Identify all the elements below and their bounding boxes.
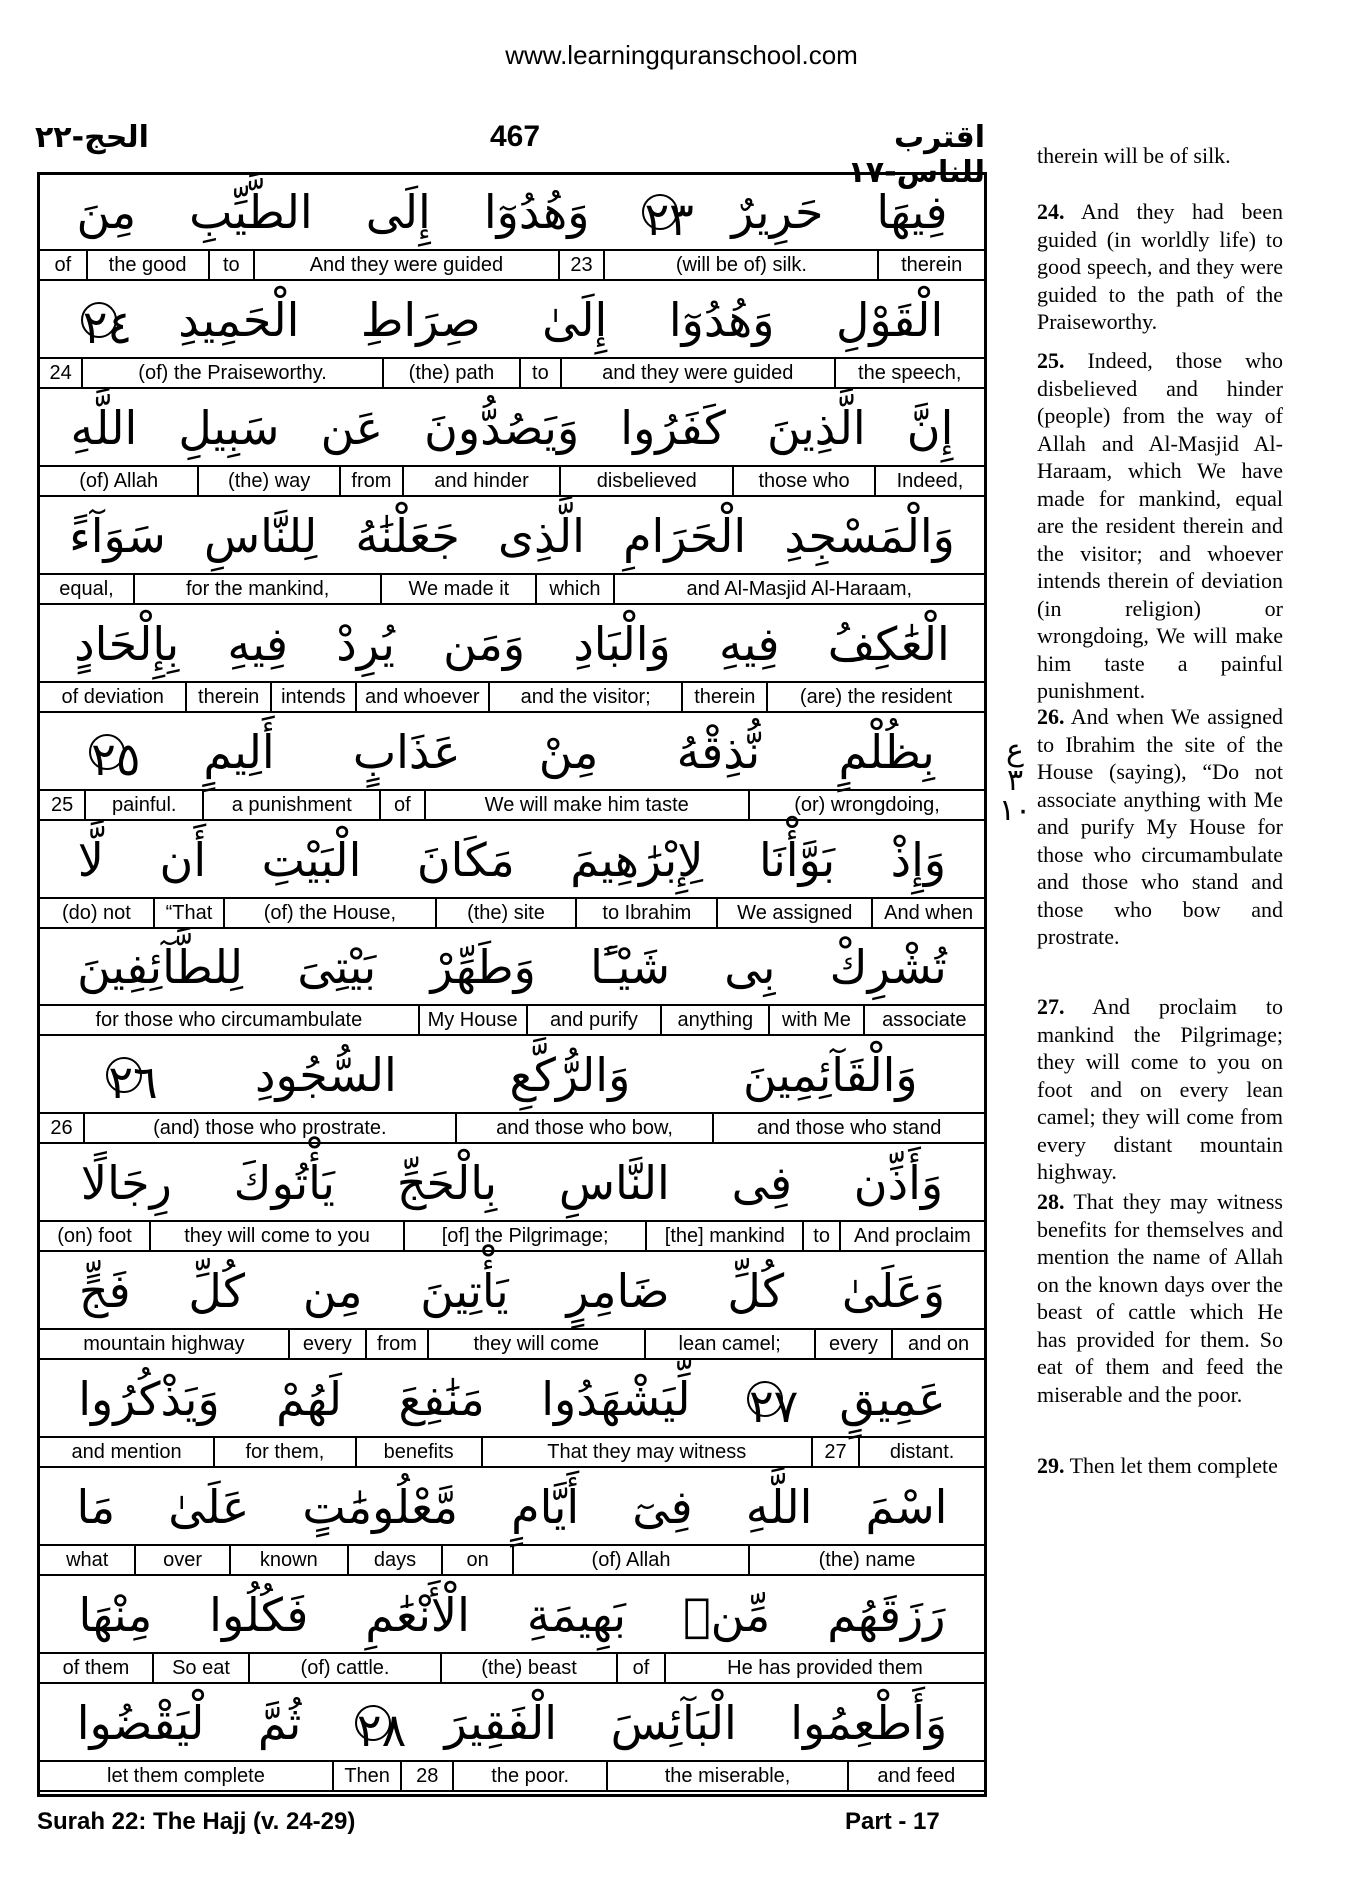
page-number: 467: [490, 120, 541, 153]
gloss-cell: days: [347, 1546, 441, 1574]
arabic-word: لِلطَّآئِفِينَ: [77, 940, 244, 995]
translation-text: therein will be of silk.: [1037, 143, 1231, 168]
english-gloss-line: [40, 1222, 984, 1252]
gloss-cell: what: [66, 1549, 109, 1572]
gloss-cell: let them complete: [107, 1764, 265, 1787]
gloss-cell: of: [379, 791, 423, 819]
gloss-cell: So eat: [152, 1654, 248, 1682]
arabic-word: الْحَمِيدِ: [178, 292, 300, 347]
gloss-cell: known: [229, 1546, 347, 1574]
gloss-cell: for the mankind,: [133, 575, 381, 603]
arabic-word: وَأَذِّن: [853, 1156, 944, 1211]
arabic-line: [40, 1038, 984, 1114]
arabic-line: [40, 175, 984, 251]
arabic-word: وَيَصُدُّونَ: [424, 400, 580, 455]
arabic-line: [40, 1686, 984, 1762]
arabic-word: ضَامِرٍ: [566, 1264, 670, 1319]
translation-paragraph: [1037, 703, 1283, 951]
arabic-word: مِّنۢ: [682, 1588, 771, 1643]
gloss-cell: mountain highway: [83, 1333, 245, 1356]
gloss-cell: which: [535, 575, 612, 603]
arabic-word: يُرِدْ: [336, 616, 395, 671]
translation-text-wrap: [1037, 347, 1283, 705]
arabic-word: فِيهِ: [227, 616, 288, 671]
arabic-word: الطَّيِّبِ: [189, 184, 313, 239]
arabic-word: بِالْحَجِّ: [396, 1156, 498, 1211]
english-gloss-line: [40, 1330, 984, 1360]
verse-number-mark: ٢٥: [91, 731, 141, 786]
gloss-cell: intends: [270, 683, 355, 711]
verse-row: [40, 1578, 984, 1686]
arabic-word: عَلَىٰ: [168, 1480, 250, 1535]
arabic-word: السُّجُودِ: [255, 1048, 397, 1103]
gloss-cell: That they may witness: [481, 1438, 811, 1466]
ruku-mark: ع ٣ ١٠: [998, 733, 1032, 828]
arabic-word: وَإِذْ: [890, 832, 947, 887]
arabic-line: [40, 1578, 984, 1654]
gloss-cell: therein: [681, 683, 766, 711]
arabic-word: بِظُلْمٍ: [838, 724, 935, 779]
gloss-cell: (the) name: [748, 1546, 984, 1574]
arabic-word: مِن: [302, 1264, 363, 1319]
arabic-word: يَأْتُوكَ: [233, 1156, 335, 1211]
arabic-word: شَيْـًٔا: [590, 940, 671, 995]
gloss-cell: from: [365, 1330, 427, 1358]
gloss-cell: and the visitor;: [488, 683, 682, 711]
gloss-cell: the speech,: [834, 359, 984, 387]
gloss-cell: and feed: [847, 1762, 984, 1790]
gloss-cell: (are) the resident: [766, 683, 984, 711]
gloss-cell: of: [54, 253, 72, 276]
gloss-cell: lean camel;: [644, 1330, 814, 1358]
arabic-line: [40, 391, 984, 467]
gloss-cell: every: [288, 1330, 365, 1358]
gloss-cell: We assigned: [716, 899, 871, 927]
gloss-cell: “That: [153, 899, 223, 927]
gloss-cell: a punishment: [202, 791, 379, 819]
arabic-word: الْبَيْتِ: [261, 832, 362, 887]
arabic-word: لِإِبْرَٰهِيمَ: [570, 832, 704, 887]
english-gloss-line: [40, 1654, 984, 1684]
verse-row: [40, 823, 984, 931]
gloss-cell: [of] the Pilgrimage;: [403, 1222, 645, 1250]
gloss-cell: of deviation: [61, 685, 164, 708]
gloss-cell: and on: [891, 1330, 984, 1358]
arabic-line: [40, 1362, 984, 1438]
arabic-word: وَالْبَادِ: [573, 616, 671, 671]
arabic-word: الْقَوْلِ: [835, 292, 944, 347]
gloss-cell: the miserable,: [606, 1762, 846, 1790]
translation-text-wrap: [1037, 703, 1283, 951]
translation-paragraph: [1037, 1188, 1283, 1408]
gloss-cell: to: [519, 359, 560, 387]
arabic-word: وَالرُّكَّعِ: [509, 1048, 631, 1103]
gloss-cell: associate: [863, 1006, 984, 1034]
translation-text: And proclaim to mankind the Pilgrimage; they will come to you on foot and on every lean camel; they will come from every distant mountain highway.: [1037, 994, 1283, 1184]
arabic-word: نُّذِقْهُ: [676, 724, 761, 779]
gloss-cell: those who: [732, 467, 874, 495]
gloss-cell: (the) site: [435, 899, 576, 927]
translation-text: And when We assigned to Ibrahim the site of the House (saying), “Do not associate anything with Me and purify My House for those who circumambulate and those who stand and those who bow and prostrate.: [1037, 704, 1283, 949]
arabic-word: لِلنَّاسِ: [203, 508, 318, 563]
arabic-word: سَوَآءً: [69, 508, 166, 563]
english-gloss-line: [40, 251, 984, 281]
verse-number: 26.: [1037, 704, 1065, 729]
verse-number: 28.: [1037, 1189, 1065, 1214]
arabic-word: لَّا: [77, 832, 104, 887]
arabic-line: [40, 823, 984, 899]
arabic-word: بَهِيمَةِ: [526, 1588, 627, 1643]
arabic-word: مِنْهَا: [78, 1588, 153, 1643]
arabic-word: النَّاسِ: [558, 1156, 670, 1211]
gloss-cell: 24: [49, 361, 72, 384]
gloss-cell: to Ibrahim: [575, 899, 716, 927]
gloss-cell: 26: [50, 1117, 73, 1140]
arabic-word: لَهُمْ: [276, 1372, 342, 1427]
gloss-cell: And when: [871, 899, 984, 927]
arabic-word: بِى: [724, 940, 776, 995]
gloss-cell: for those who circumambulate: [95, 1009, 363, 1032]
translation-text: And they had been guided (in worldly life) to good speech, and they were guided to the path of the Praiseworthy.: [1037, 199, 1283, 334]
verse-row: [40, 1470, 984, 1578]
arabic-word: كَفَرُوا: [620, 400, 726, 455]
english-gloss-line: [40, 791, 984, 821]
arabic-word: مَنَٰفِعَ: [398, 1372, 485, 1427]
arabic-word: الْأَنْعَٰمِ: [365, 1588, 470, 1643]
gloss-cell: they will come to you: [149, 1222, 403, 1250]
arabic-word: الَّذِى: [497, 508, 585, 563]
translation-text: Then let them complete: [1069, 1453, 1278, 1478]
gloss-cell: of: [616, 1654, 664, 1682]
translation-paragraph: [1037, 198, 1283, 336]
gloss-cell: Then: [332, 1762, 401, 1790]
gloss-cell: of them: [62, 1657, 130, 1680]
arabic-word: إِلَى: [365, 184, 431, 239]
arabic-word: جَعَلْنَٰهُ: [355, 508, 460, 563]
arabic-word: بَيْتِىَ: [297, 940, 377, 995]
arabic-word: صِرَاطِ: [360, 292, 481, 347]
arabic-word: يَأْتِينَ: [420, 1264, 509, 1319]
arabic-word: مِنْ: [538, 724, 599, 779]
arabic-word: فَكُلُوا: [209, 1588, 309, 1643]
gloss-cell: We made it: [380, 575, 535, 603]
translation-text: Indeed, those who disbelieved and hinder (people) from the way of Allah and Al-Masjid Al-Haraam, which We have made for mankind, equal are the resident therein and the visitor; and whoever intends therein of deviation (in religion) or wrongdoing, We will make him taste a painful punishment.: [1037, 348, 1283, 703]
english-gloss-line: [40, 467, 984, 497]
arabic-line: [40, 1470, 984, 1546]
verse-row: [40, 1362, 984, 1470]
verse-row: [40, 607, 984, 715]
gloss-cell: anything: [660, 1006, 768, 1034]
gloss-cell: every: [814, 1330, 891, 1358]
gloss-cell: And proclaim: [839, 1222, 984, 1250]
gloss-cell: to: [802, 1222, 838, 1250]
arabic-word: لِّيَشْهَدُوا: [541, 1372, 691, 1427]
translation-paragraph: [1037, 1452, 1283, 1480]
translation-text-wrap: [1037, 198, 1283, 336]
gloss-cell: and mention: [71, 1441, 182, 1464]
arabic-word: الَّذِينَ: [766, 400, 866, 455]
word-by-word-grid: [37, 172, 987, 1797]
gloss-cell: (of) cattle.: [248, 1654, 440, 1682]
verse-row: [40, 499, 984, 607]
verse-number: 29.: [1037, 1453, 1065, 1478]
arabic-word: وَهُدُوٓا: [668, 292, 775, 347]
english-gloss-line: [40, 683, 984, 713]
english-gloss-line: [40, 1114, 984, 1144]
verse-row: [40, 1254, 984, 1362]
gloss-cell: (do) not: [61, 901, 131, 924]
arabic-word: الْعَٰكِفُ: [827, 616, 950, 671]
gloss-cell: (and) those who prostrate.: [83, 1114, 455, 1142]
arabic-line: [40, 931, 984, 1007]
arabic-word: إِلَىٰ: [542, 292, 608, 347]
gloss-cell: He has provided them: [664, 1654, 984, 1682]
verse-row: [40, 931, 984, 1039]
gloss-cell: (of) the House,: [223, 899, 434, 927]
gloss-cell: equal,: [59, 577, 114, 600]
english-gloss-line: [40, 899, 984, 929]
gloss-cell: benefits: [355, 1438, 481, 1466]
arabic-word: أَن: [159, 832, 207, 887]
arabic-word: مَا: [76, 1480, 116, 1535]
verse-number-mark: ٢٤: [82, 299, 133, 354]
gloss-cell: and they were guided: [560, 359, 834, 387]
gloss-cell: 23: [558, 251, 604, 279]
gloss-cell: and those who stand: [712, 1114, 984, 1142]
gloss-cell: (or) wrongdoing,: [748, 791, 984, 819]
arabic-word: كُلِّ: [188, 1264, 246, 1319]
arabic-word: اللَّهِ: [70, 400, 138, 455]
arabic-word: إِنَّ: [906, 400, 954, 455]
arabic-word: وَالْمَسْجِدِ: [784, 508, 955, 563]
arabic-line: [40, 499, 984, 575]
gloss-cell: Indeed,: [874, 467, 984, 495]
arabic-word: اللَّهِ: [745, 1480, 813, 1535]
arabic-line: [40, 1254, 984, 1330]
translation-paragraph: [1037, 347, 1283, 705]
gloss-cell: My House: [418, 1006, 526, 1034]
translation-text-wrap: [1037, 1452, 1283, 1480]
gloss-cell: painful.: [84, 791, 202, 819]
verse-number-mark: ٢٧: [748, 1379, 799, 1434]
arabic-word: عَن: [320, 400, 384, 455]
arabic-word: مَّعْلُومَٰتٍ: [302, 1480, 459, 1535]
gloss-cell: (of) the Praiseworthy.: [81, 359, 382, 387]
gloss-cell: the poor.: [452, 1762, 606, 1790]
arabic-word: رَزَقَهُم: [827, 1588, 946, 1643]
gloss-cell: disbelieved: [559, 467, 732, 495]
verse-row: [40, 175, 984, 283]
gloss-cell: (the) path: [382, 359, 519, 387]
arabic-word: عَمِيقٍ: [839, 1372, 946, 1427]
arabic-line: [40, 715, 984, 791]
arabic-word: الْفَقِيرَ: [444, 1696, 558, 1751]
arabic-word: وَطَهِّرْ: [430, 940, 536, 995]
arabic-word: ثُمَّ: [257, 1696, 302, 1751]
arabic-line: [40, 1146, 984, 1222]
verse-row: [40, 391, 984, 499]
english-gloss-line: [40, 1546, 984, 1576]
arabic-word: وَيَذْكُرُوا: [78, 1372, 220, 1427]
gloss-cell: and hinder: [402, 467, 559, 495]
verse-number: 25.: [1037, 348, 1065, 373]
gloss-cell: (will be of) silk.: [603, 251, 877, 279]
arabic-word: فِيهِ: [718, 616, 780, 671]
gloss-cell: [the] mankind: [645, 1222, 802, 1250]
gloss-cell: 27: [811, 1438, 858, 1466]
juz-header: اقترب للناس-١٧: [847, 120, 985, 190]
arabic-word: فِيهَا: [876, 184, 948, 239]
arabic-word: وَمَن: [443, 616, 526, 671]
english-gloss-line: [40, 1438, 984, 1468]
verse-row: [40, 715, 984, 823]
arabic-word: وَهُدُوٓا: [483, 184, 590, 239]
arabic-word: وَالْقَآئِمِينَ: [743, 1048, 918, 1103]
gloss-cell: and whoever: [355, 683, 488, 711]
arabic-word: كُلِّ: [727, 1264, 785, 1319]
arabic-word: الْحَرَامِ: [623, 508, 747, 563]
english-gloss-line: [40, 575, 984, 605]
surah-header: الحج-٢٢: [35, 120, 149, 155]
footer-surah: Surah 22: The Hajj (v. 24-29): [37, 1808, 356, 1835]
verse-row: [40, 1146, 984, 1254]
translation-text-wrap: [1037, 993, 1283, 1186]
site-url: www.learningquranschool.com: [505, 40, 858, 70]
arabic-word: بَوَّأْنَا: [758, 832, 836, 887]
arabic-word: الْبَآئِسَ: [610, 1696, 737, 1751]
arabic-word: اسْمَ: [865, 1480, 948, 1535]
arabic-line: [40, 283, 984, 359]
verse-number-mark: ٢٨: [356, 1703, 407, 1758]
arabic-word: فِى: [731, 1156, 792, 1211]
arabic-line: [40, 607, 984, 683]
gloss-cell: therein: [877, 251, 984, 279]
gloss-cell: and Al-Masjid Al-Haraam,: [613, 575, 984, 603]
arabic-word: عَذَابٍ: [352, 724, 461, 779]
arabic-word: فِىٓ: [632, 1480, 693, 1535]
arabic-word: مِنَ: [76, 184, 137, 239]
gloss-cell: on: [441, 1546, 512, 1574]
gloss-cell: for them,: [213, 1438, 355, 1466]
translation-paragraph: [1037, 993, 1283, 1186]
gloss-cell: with Me: [768, 1006, 862, 1034]
arabic-word: حَرِيرٌ: [731, 184, 824, 239]
verse-number: 24.: [1037, 199, 1065, 224]
gloss-cell: to: [208, 251, 254, 279]
arabic-word: لْيَقْضُوا: [76, 1696, 205, 1751]
arabic-word: تُشْرِكْ: [829, 940, 947, 995]
arabic-word: مَكَانَ: [416, 832, 515, 887]
verse-number-mark: ٢٦: [108, 1055, 158, 1110]
gloss-cell: distant.: [858, 1438, 984, 1466]
gloss-cell: We will make him taste: [424, 791, 749, 819]
gloss-cell: (of) Allah: [79, 469, 159, 492]
translation-text-wrap: [1037, 1188, 1283, 1408]
gloss-cell: 28: [400, 1762, 451, 1790]
gloss-cell: (the) way: [197, 467, 339, 495]
verse-number-mark: ٢٣: [644, 191, 694, 246]
verse-row: [40, 1038, 984, 1146]
gloss-cell: from: [339, 467, 402, 495]
gloss-cell: (of) Allah: [512, 1546, 748, 1574]
gloss-cell: and purify: [526, 1006, 661, 1034]
footer-part: Part - 17: [845, 1808, 940, 1835]
arabic-word: رِجَالًا: [80, 1156, 172, 1211]
translation-paragraph: [1037, 142, 1283, 170]
arabic-word: سَبِيلِ: [178, 400, 280, 455]
verse-number: 27.: [1037, 994, 1065, 1019]
translation-text-wrap: [1037, 142, 1283, 170]
gloss-cell: therein: [185, 683, 270, 711]
translation-text: That they may witness benefits for themselves and mention the name of Allah on the known days over the beast of cattle which He has provided for them. So eat of them and feed the miserable and the poor.: [1037, 1189, 1283, 1407]
gloss-cell: they will come: [427, 1330, 644, 1358]
arabic-word: بِإِلْحَادٍ: [74, 616, 180, 671]
gloss-cell: 25: [51, 793, 74, 816]
arabic-word: وَعَلَىٰ: [841, 1264, 946, 1319]
english-gloss-line: [40, 359, 984, 389]
arabic-word: أَيَّامٍ: [511, 1480, 580, 1535]
english-gloss-line: [40, 1006, 984, 1036]
english-gloss-line: [40, 1762, 984, 1792]
gloss-cell: And they were guided: [253, 251, 558, 279]
gloss-cell: over: [134, 1546, 228, 1574]
gloss-cell: and those who bow,: [455, 1114, 712, 1142]
arabic-word: فَجٍّ: [78, 1264, 131, 1319]
gloss-cell: (the) beast: [440, 1654, 616, 1682]
verse-row: [40, 283, 984, 391]
verse-row: [40, 1686, 984, 1794]
arabic-word: وَأَطْعِمُوا: [790, 1696, 948, 1751]
gloss-cell: (on) foot: [57, 1225, 132, 1248]
gloss-cell: the good: [86, 251, 208, 279]
arabic-word: أَلِيمٍ: [203, 724, 275, 779]
